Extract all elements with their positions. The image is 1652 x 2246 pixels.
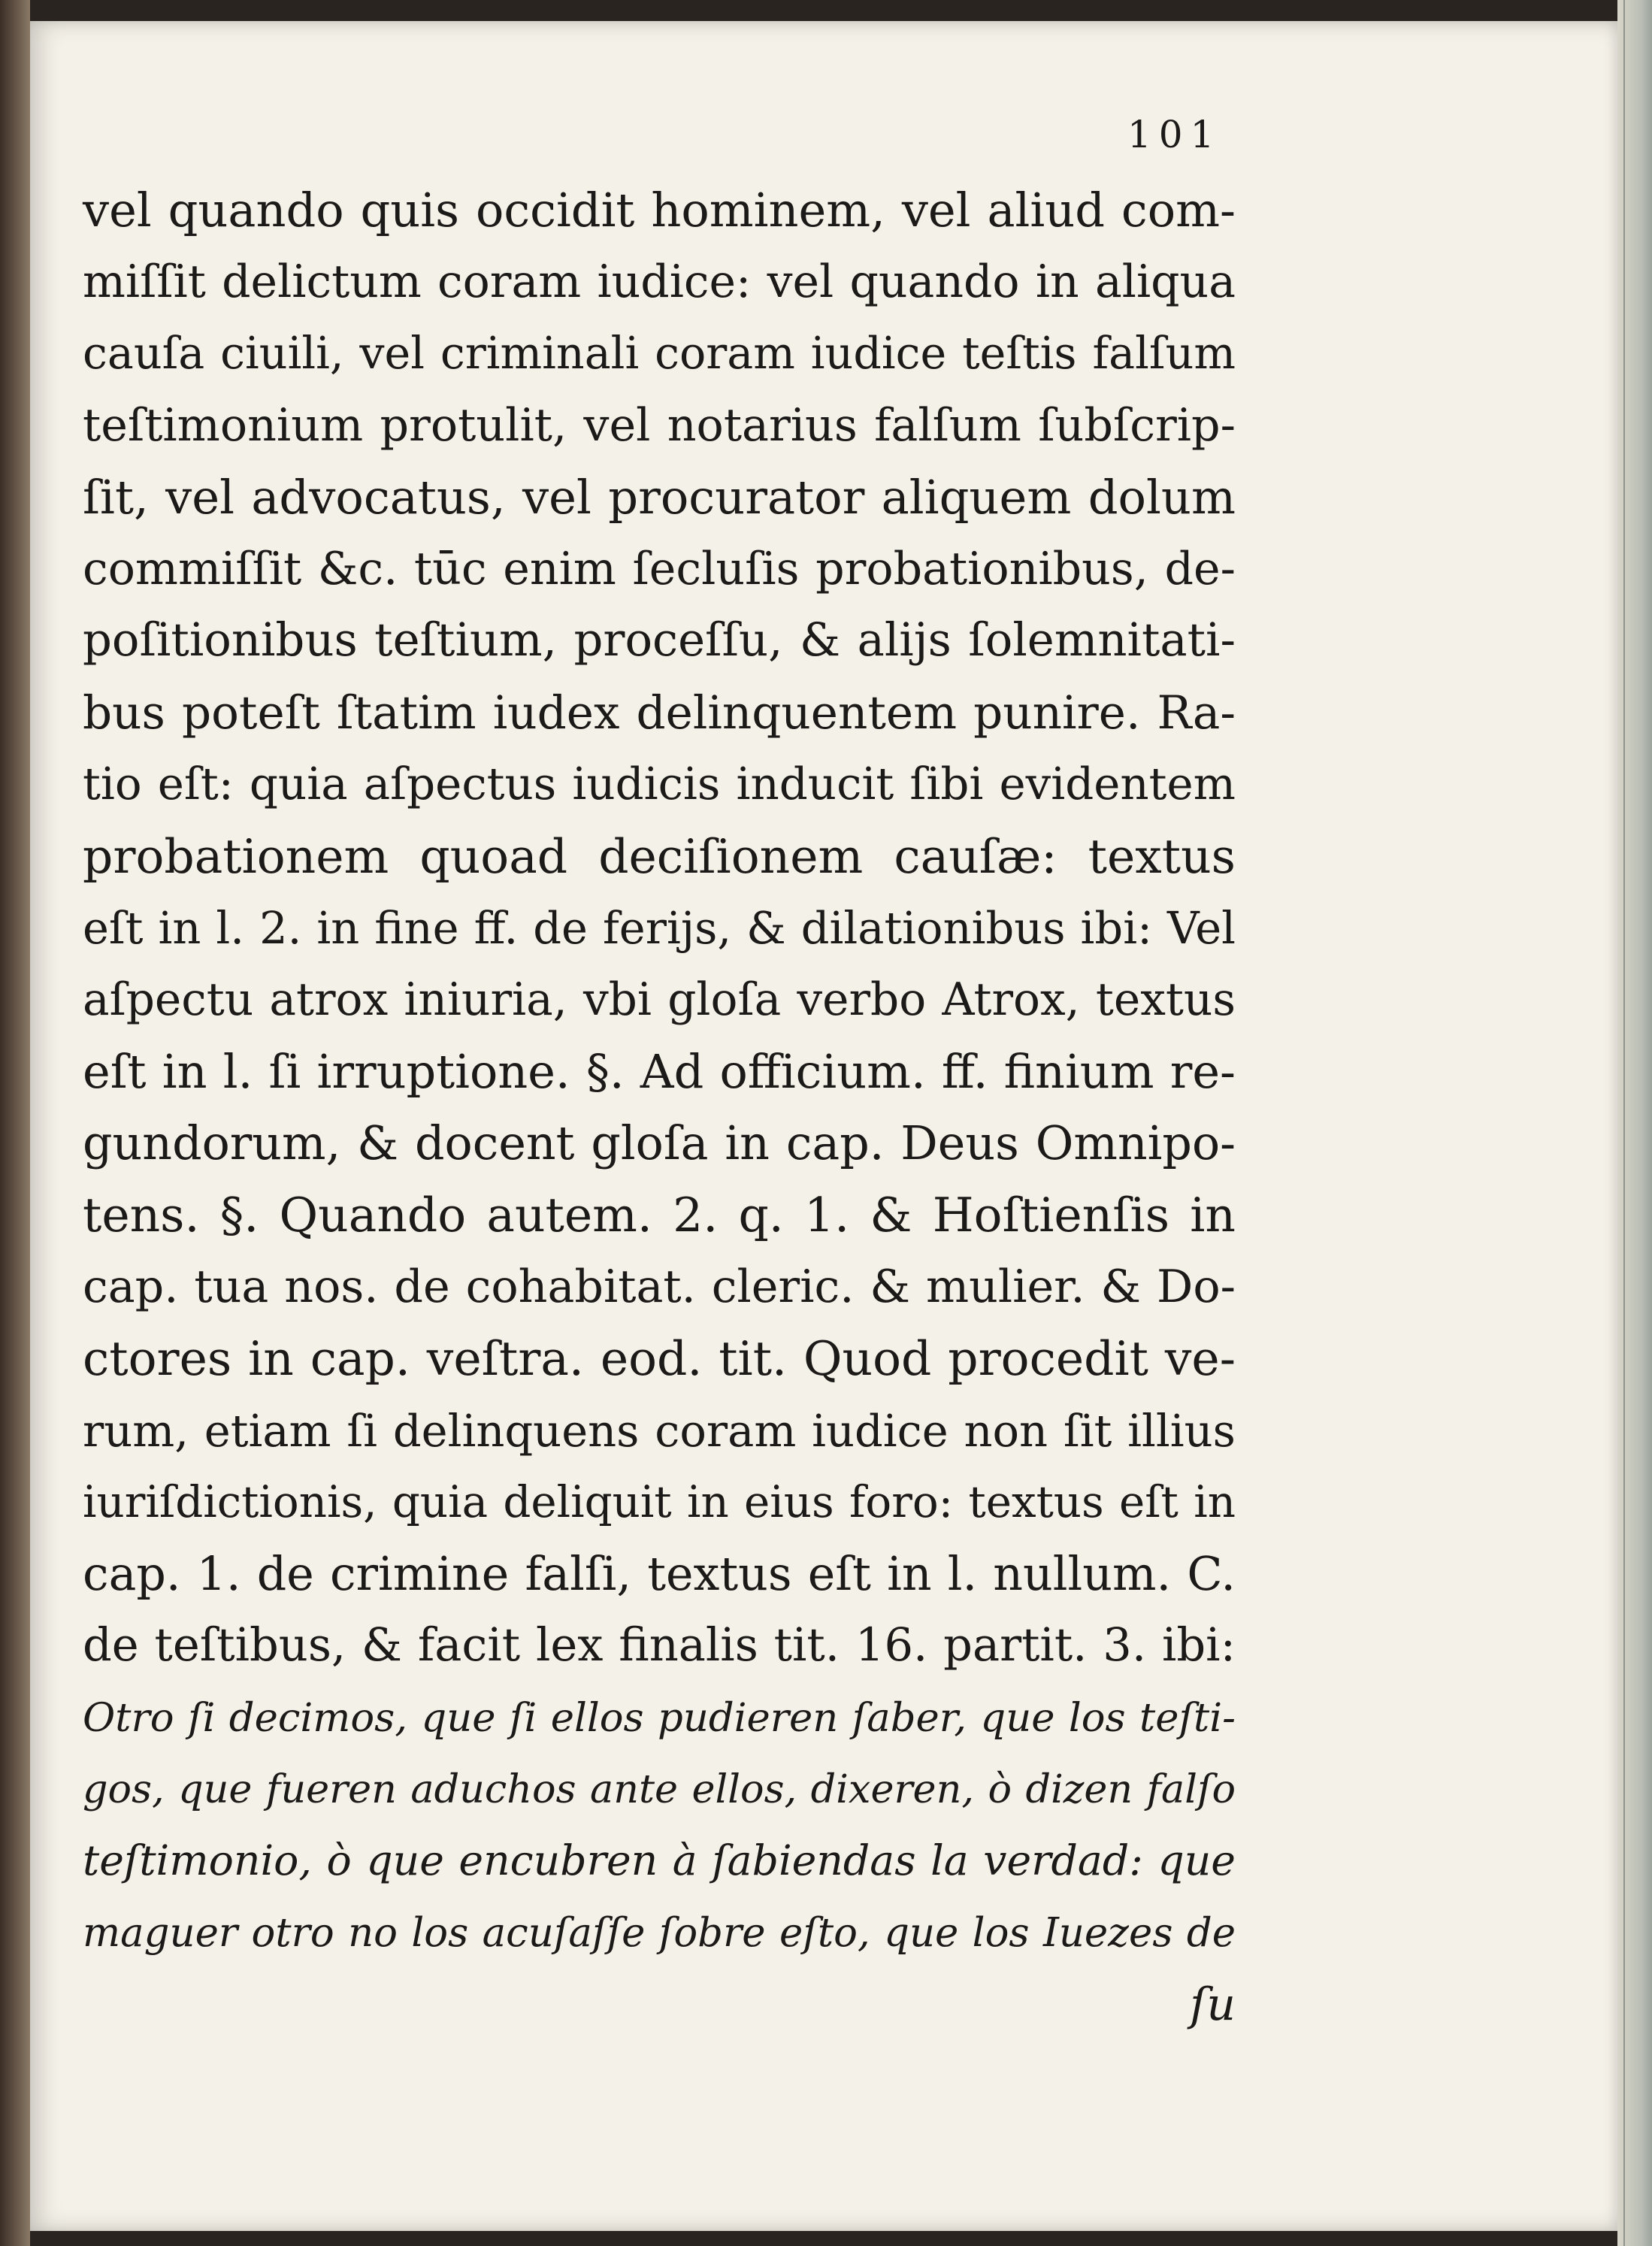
- text-line: tio eſt: quia aſpectus iudicis inducit ſibi evidentem: [83, 758, 1236, 810]
- text-line: ctores in cap. veſtra. eod. tit. Quod procedit ve-: [83, 1331, 1236, 1386]
- italic-text-line: Otro ſi decimos, que ſi ellos pudieren ſaber, que los teſti-: [83, 1694, 1236, 1741]
- text-line: iuriſdictionis, quia deliquit in eius foro: textus eſt in: [83, 1476, 1236, 1527]
- text-line: eſt in l. ſi irruptione. §. Ad officium. ff. finium re-: [83, 1044, 1236, 1099]
- text-line: vel quando quis occidit hominem, vel aliud com-: [83, 183, 1236, 238]
- text-line: de teſtibus, & facit lex finalis tit. 16. partit. 3. ibi:: [83, 1619, 1236, 1672]
- text-line: gundorum, & docent gloſa in cap. Deus Omnipo-: [83, 1115, 1236, 1170]
- text-block: [83, 174, 1236, 2041]
- italic-text-line: teſtimonio, ò que encubren à ſabiendas la verdad: que: [83, 1836, 1236, 1885]
- text-line: cauſa ciuili, vel criminali coram iudice teſtis falſum: [83, 328, 1236, 379]
- book-binding-left: [0, 0, 30, 2246]
- text-line: rum, etiam ſi delinquens coram iudice non ſit illius: [83, 1404, 1236, 1457]
- text-line: teſtimonium protulit, vel notarius falſum ſubſcrip-: [83, 398, 1236, 452]
- italic-text-line: maguer otro no los acuſaſſe ſobre eſto, que los Iuezes de: [83, 1910, 1236, 1956]
- italic-text-line: gos, que fueren aduchos ante ellos, dixeren, ò dizen falſo: [83, 1766, 1236, 1812]
- text-line: tens. §. Quando autem. 2. q. 1. & Hoſtienſis in: [83, 1188, 1236, 1243]
- text-line: ſit, vel advocatus, vel procurator aliquem dolum: [83, 470, 1236, 525]
- text-line: probationem quoad deciſionem cauſæ: textus: [83, 828, 1236, 884]
- page-number: 101: [1127, 113, 1222, 156]
- text-line: bus poteſt ſtatim iudex delinquentem punire. Ra-: [83, 686, 1236, 740]
- text-line: commiſſit &c. tūc enim ſecluſis probationibus, de-: [83, 542, 1236, 595]
- text-line: eſt in l. 2. in fine ff. de ferijs, & dilationibus ibi: Vel: [83, 902, 1236, 954]
- text-line: aſpectu atrox iniuria, vbi gloſa verbo Atrox, textus: [83, 973, 1236, 1026]
- text-line: miſſit delictum coram iudice: vel quando in aliqua: [83, 255, 1236, 308]
- page-edges-right: [1617, 0, 1652, 2246]
- text-line: poſitionibus teſtium, proceſſu, & alijs ſolemnitati-: [83, 614, 1236, 667]
- text-line: cap. 1. de crimine falſi, textus eſt in l. nullum. C.: [83, 1546, 1236, 1601]
- catchword: ſu: [1190, 1978, 1236, 2031]
- text-line: cap. tua nos. de cohabitat. cleric. & mulier. & Do-: [83, 1260, 1236, 1313]
